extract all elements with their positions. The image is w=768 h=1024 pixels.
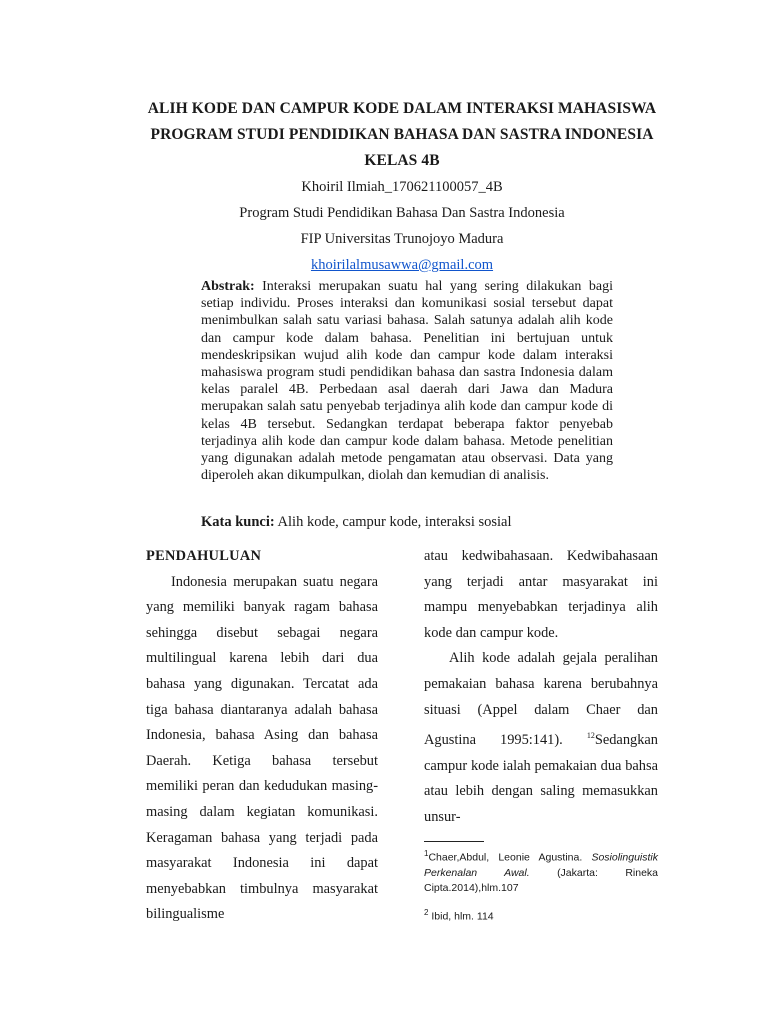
footnote-2-number: 2 xyxy=(424,908,429,917)
program-line: Program Studi Pendidikan Bahasa Dan Sastra Indonesia xyxy=(239,205,565,221)
title-block xyxy=(100,96,704,278)
footnote-ref[interactable]: 12 xyxy=(586,731,595,741)
footnote-1-publisher: (Jakarta: Rineka Cipta.2014),hlm.107 xyxy=(424,866,659,894)
abstract xyxy=(201,278,613,484)
keywords-label: Kata kunci: xyxy=(201,514,275,530)
footnote-2-text: Ibid, hlm. 114 xyxy=(431,910,494,923)
paper-title-line-2: PROGRAM STUDI PENDIDIKAN BAHASA DAN SASTRA INDONESIA xyxy=(150,126,654,143)
abstract-text: Interaksi merupakan suatu hal yang sering dilakukan bagi setiap individu. Proses interaksi dan komunikasi sosial tersebut dapat menimbulkan salah satu variasi bahasa. Salah satunya adalah alih kode dan campur kode dalam bahasa. Penelitian ini bertujuan untuk mendeskripsikan wujud alih kode dan campur kode dalam interaksi mahasiswa program studi pendidikan bahasa dan sastra Indonesia dalam kelas paralel 4B. Perbedaan asal daerah dari Jawa dan Madura merupakan salah satu penyebab terjadinya alih kode dan campur kode di kelas 4B tersebut. Sedangkan terdapat beberapa faktor penyebab terjadinya alih kode dan campur kode dalam bahasa. Metode penelitian yang digunakan adalah metode pengamatan atau observasi. Data yang diperoleh akan dikumpulkan, diolah dan kemudian di analisis. xyxy=(201,279,613,484)
footnote-1-title: Sosiolinguistik Perkenalan Awal. xyxy=(424,851,658,879)
footnote-1-number: 1 xyxy=(424,849,429,858)
paper-title-line-3: KELAS 4B xyxy=(364,152,440,169)
paper-title-line-1: ALIH KODE DAN CAMPUR KODE DALAM INTERAKSI MAHASISWA xyxy=(147,100,657,117)
right-paragraph-2b: Sedangkan campur kode ialah pemakaian dua bahsa atau lebih dengan saling memasukkan unsur- xyxy=(424,731,658,825)
keywords-text: Alih kode, campur kode, interaksi sosial xyxy=(277,514,512,530)
email-link[interactable]: khoirilalmusawwa@gmail.com xyxy=(310,257,494,273)
section-heading: PENDAHULUAN xyxy=(146,548,262,564)
abstract-label: Abstrak: xyxy=(201,279,255,294)
footnote-divider xyxy=(424,841,484,842)
footnote-1-authors: Chaer,Abdul, Leonie Agustina. xyxy=(428,851,583,864)
right-column xyxy=(424,544,658,830)
keywords xyxy=(201,514,512,531)
author-line: Khoiril Ilmiah_170621100057_4B xyxy=(301,179,503,195)
footnote-1 xyxy=(424,846,658,896)
right-paragraph-1: atau kedwibahasaan. Kedwibahasaan yang terjadi antar masyarakat ini mampu menyebabkan terjadinya alih kode dan campur kode. xyxy=(424,548,658,641)
left-column xyxy=(146,544,378,928)
right-paragraph-2 xyxy=(424,646,658,830)
footnote-2 xyxy=(424,905,658,925)
institution-line: FIP Universitas Trunojoyo Madura xyxy=(300,231,504,247)
intro-paragraph: Indonesia merupakan suatu negara yang memiliki banyak ragam bahasa sehingga disebut sebagai negara multilingual karena lebih dari dua bahasa yang digunakan. Tercatat ada tiga bahasa diantaranya adalah bahasa Indonesia, bahasa Asing dan bahasa Daerah. Ketiga bahasa tersebut memiliki peran dan kedudukan masing-masing dalam kegiatan komunikasi. Keragaman bahasa yang terjadi pada masyarakat Indonesia ini dapat menyebabkan timbulnya masyarakat bilingualisme xyxy=(146,573,378,923)
right-paragraph-2a: Alih kode adalah gejala peralihan pemakaian bahasa karena berubahnya situasi (Appel dalam Chaer dan Agustina 1995:141). xyxy=(424,650,658,748)
